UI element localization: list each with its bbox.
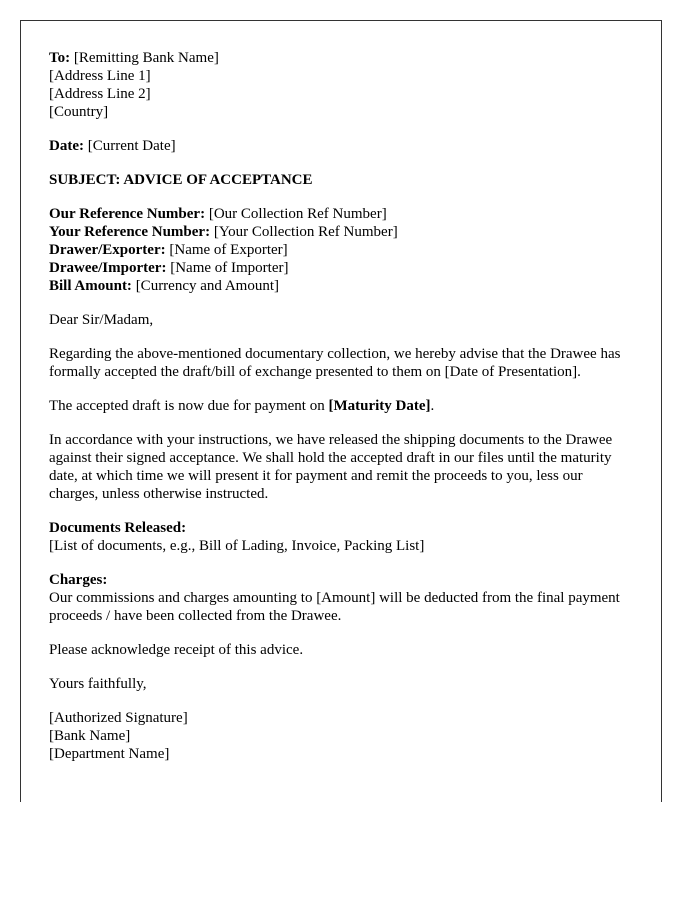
recipient-block	[49, 49, 633, 121]
recipient-bank: [Remitting Bank Name]	[73, 50, 219, 66]
subject	[49, 171, 633, 189]
ref-label: Bill Amount:	[49, 278, 132, 294]
closing: Yours faithfully,	[49, 676, 147, 692]
paragraph-release: In accordance with your instructions, we have released the shipping documents to the Drawee against their signed acceptance. We shall hold the accepted draft in our files until the maturity date, at which time we will present it for payment and remit the proceeds to you, less our charges, unless otherwise instructed.	[49, 432, 613, 502]
subject-text: SUBJECT: ADVICE OF ACCEPTANCE	[49, 172, 313, 188]
ref-value: [Our Collection Ref Number]	[208, 206, 387, 222]
bank-name: [Bank Name]	[49, 728, 131, 744]
maturity-text: The accepted draft is now due for payment on	[49, 398, 329, 414]
to-label: To:	[49, 50, 71, 66]
ref-label: Our Reference Number:	[49, 206, 206, 222]
charges-label: Charges:	[49, 572, 108, 588]
paragraph-maturity	[49, 397, 633, 415]
acknowledge: Please acknowledge receipt of this advice.	[49, 642, 304, 658]
ref-value: [Your Collection Ref Number]	[213, 224, 398, 240]
documents-label: Documents Released:	[49, 520, 187, 536]
charges-block	[49, 571, 633, 625]
country: [Country]	[49, 104, 109, 120]
letter-page	[20, 20, 662, 802]
ref-value: [Currency and Amount]	[135, 278, 279, 294]
ref-value: [Name of Importer]	[170, 260, 289, 276]
date-label: Date:	[49, 138, 84, 154]
reference-block	[49, 205, 633, 295]
maturity-date: [Maturity Date]	[328, 398, 431, 414]
signature-block	[49, 709, 633, 763]
date-value: [Current Date]	[87, 138, 176, 154]
ref-value: [Name of Exporter]	[169, 242, 288, 258]
address-line-2: [Address Line 2]	[49, 86, 151, 102]
paragraph-acceptance: Regarding the above-mentioned documentary collection, we hereby advise that the Drawee has formally accepted the draft/bill of exchange presented to them on [Date of Presentation].	[49, 346, 621, 380]
ref-label: Drawee/Importer:	[49, 260, 167, 276]
charges-value: Our commissions and charges amounting to [Amount] will be deducted from the final payment proceeds / have been collected from the Drawee.	[49, 590, 620, 624]
address-line-1: [Address Line 1]	[49, 68, 151, 84]
ref-label: Drawer/Exporter:	[49, 242, 166, 258]
maturity-period: .	[430, 398, 435, 414]
documents-block	[49, 519, 633, 555]
salutation: Dear Sir/Madam,	[49, 312, 154, 328]
department-name: [Department Name]	[49, 746, 170, 762]
date-line	[49, 137, 633, 155]
ref-label: Your Reference Number:	[49, 224, 211, 240]
documents-value: [List of documents, e.g., Bill of Lading, Invoice, Packing List]	[49, 538, 425, 554]
signature: [Authorized Signature]	[49, 710, 188, 726]
